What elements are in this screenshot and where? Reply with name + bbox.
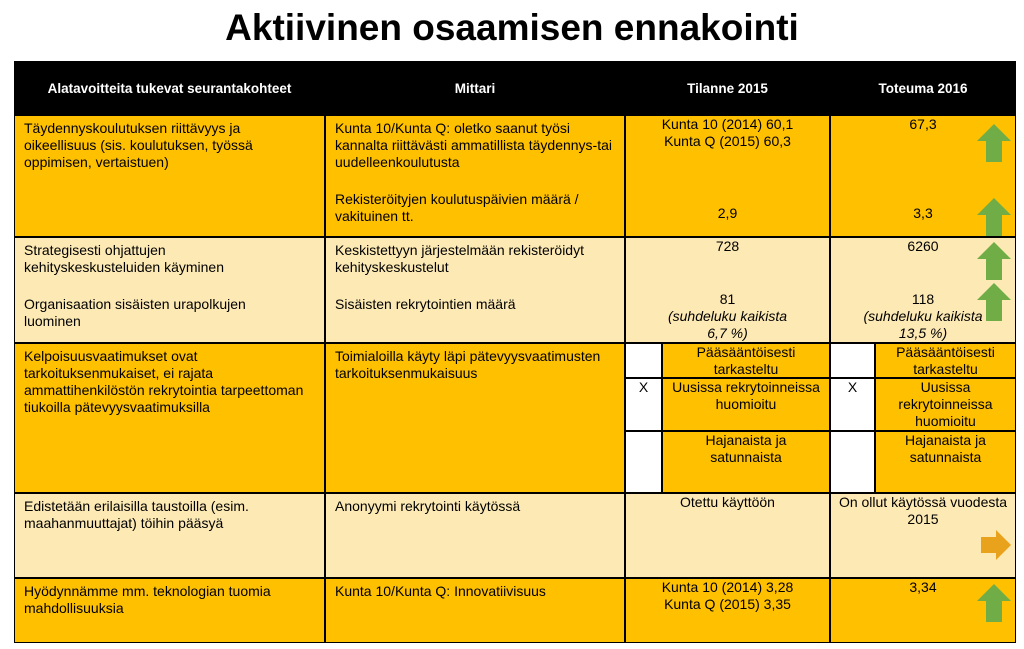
up-arrow-icon: [977, 198, 1011, 236]
row4-metric-cell: [325, 493, 625, 578]
row2-metric-a: Keskistettyyn järjestelmään rekisteröidyt kehityskeskustelut: [335, 242, 584, 275]
row1-2015-value-b: 2,9: [717, 205, 738, 221]
row2-metric-cell: [325, 237, 625, 343]
row3-2015-option-3-cell: [662, 431, 830, 493]
row1-2016-cell: [830, 115, 1016, 237]
row5-target-cell: [14, 578, 325, 643]
row1-target-cell: [14, 115, 325, 237]
row3-2015-checkbox-2: [625, 378, 662, 431]
row1-target: Täydennyskoulutuksen riittävyys ja oikeellisuus (sis. koulutuksen, työssä oppimisen, vertaistuen): [24, 120, 253, 170]
row4-2015-value: Otettu käyttöön: [680, 494, 775, 510]
row1-2015-value-a2: Kunta Q (2015) 60,3: [664, 133, 791, 149]
row5-2015-value-a: Kunta 10 (2014) 3,28: [661, 579, 794, 595]
row1-metric-a: Kunta 10/Kunta Q: oletko saanut työsi kannalta riittävästi ammatillista täydennys-tai uudelleenkoulutusta: [335, 120, 613, 170]
row3-2016-option-1: Pääsääntöisesti tarkasteltu: [896, 344, 995, 377]
row1-metric-cell: [325, 115, 625, 237]
row3-2015-option-3: Hajanaista ja satunnaista: [705, 432, 787, 465]
row2-target-a: Strategisesti ohjattujen kehityskeskusteluiden käyminen: [24, 242, 224, 275]
row2-2015-value-a: 728: [715, 238, 740, 254]
row1-2016-value-b: 3,3: [913, 205, 933, 221]
row3-target-cell: [14, 343, 325, 493]
row3-2016-checkbox-2: [830, 378, 875, 431]
row4-target: Edistetään erilaisilla taustoilla (esim. maahanmuuttajat) töihin pääsyä: [24, 498, 249, 531]
row4-2016-cell: [830, 493, 1016, 578]
row2-2016-value-a: 6260: [907, 238, 939, 254]
row2-2016-note2: 13,5 %): [898, 325, 948, 341]
row3-2015-checkbox-1: [625, 343, 662, 378]
row4-2016-value: On ollut käytössä vuodesta 2015: [838, 494, 1008, 527]
up-arrow-icon: [977, 124, 1011, 162]
row1-2015-value-a1: Kunta 10 (2014) 60,1: [661, 116, 794, 132]
row5-2016-value: 3,34: [909, 579, 937, 595]
row2-2015-note2: 6,7 %): [707, 325, 748, 341]
row3-2015-option-2: Uusissa rekrytoinneissa huomioitu: [672, 379, 820, 412]
row3-2016-option-2-cell: [875, 378, 1016, 431]
row3-2016-option-2: Uusissa rekrytoinneissa huomioitu: [898, 379, 993, 429]
row2-metric-b: Sisäisten rekrytointien määrä: [335, 296, 516, 312]
row3-2015-mark: X: [638, 379, 649, 395]
row5-2015-value-b: Kunta Q (2015) 3,35: [664, 596, 791, 612]
row2-2016-cell: [830, 237, 1016, 343]
row4-2015-cell: [625, 493, 830, 578]
tracking-table: [14, 61, 1016, 643]
row3-2016-option-3: Hajanaista ja satunnaista: [905, 432, 986, 465]
row3-metric-cell: [325, 343, 625, 493]
row4-metric: Anonyymi rekrytointi käytössä: [335, 498, 521, 514]
row3-2015-option-1: Pääsääntöisesti tarkasteltu: [696, 344, 796, 377]
header-status-2015: Tilanne 2015: [625, 61, 830, 115]
row3-2016-option-1-cell: [875, 343, 1016, 378]
row3-2015-option-1-cell: [662, 343, 830, 378]
row2-target-b: Organisaation sisäisten urapolkujen luominen: [24, 296, 246, 329]
row3-target: Kelpoisuusvaatimukset ovat tarkoituksenmukaiset, ei rajata ammattihenkilöstön rekrytointia tarpeettoman tiukoilla pätevyysvaatimuksilla: [24, 348, 304, 415]
header-outcome-2016: Toteuma 2016: [830, 61, 1016, 115]
row3-2016-checkbox-1: [830, 343, 875, 378]
right-arrow-icon: [981, 530, 1011, 560]
row2-2016-note1: (suhdeluku kaikista: [863, 308, 983, 324]
row2-2016-value-b: 118: [911, 291, 935, 307]
header-metric: Mittari: [325, 61, 625, 115]
up-arrow-icon: [977, 584, 1011, 622]
row3-2016-checkbox-3: [830, 431, 875, 493]
row3-2015-option-2-cell: [662, 378, 830, 431]
row5-target: Hyödynnämme mm. teknologian tuomia mahdollisuuksia: [24, 583, 271, 616]
row1-metric-b: Rekisteröityjen koulutuspäivien määrä / vakituinen tt.: [335, 191, 579, 224]
row5-metric: Kunta 10/Kunta Q: Innovatiivisuus: [335, 583, 546, 599]
row2-2015-note1: (suhdeluku kaikista: [667, 308, 788, 324]
row2-2015-value-b: 81: [719, 291, 736, 307]
row2-2015-cell: [625, 237, 830, 343]
row3-2016-option-3-cell: [875, 431, 1016, 493]
header-targets: Alatavoitteita tukevat seurantakohteet: [14, 61, 325, 115]
row2-target-cell: [14, 237, 325, 343]
row3-2016-mark: X: [847, 379, 858, 395]
row5-metric-cell: [325, 578, 625, 643]
row1-2015-cell: [625, 115, 830, 237]
row1-2016-value-a: 67,3: [909, 116, 937, 132]
row5-2016-cell: [830, 578, 1016, 643]
page-title: Aktiivinen osaamisen ennakointi: [225, 7, 799, 48]
row5-2015-cell: [625, 578, 830, 643]
row4-target-cell: [14, 493, 325, 578]
row3-2015-checkbox-3: [625, 431, 662, 493]
row3-metric: Toimialoilla käyty läpi pätevyysvaatimusten tarkoituksenmukaisuus: [335, 348, 601, 381]
